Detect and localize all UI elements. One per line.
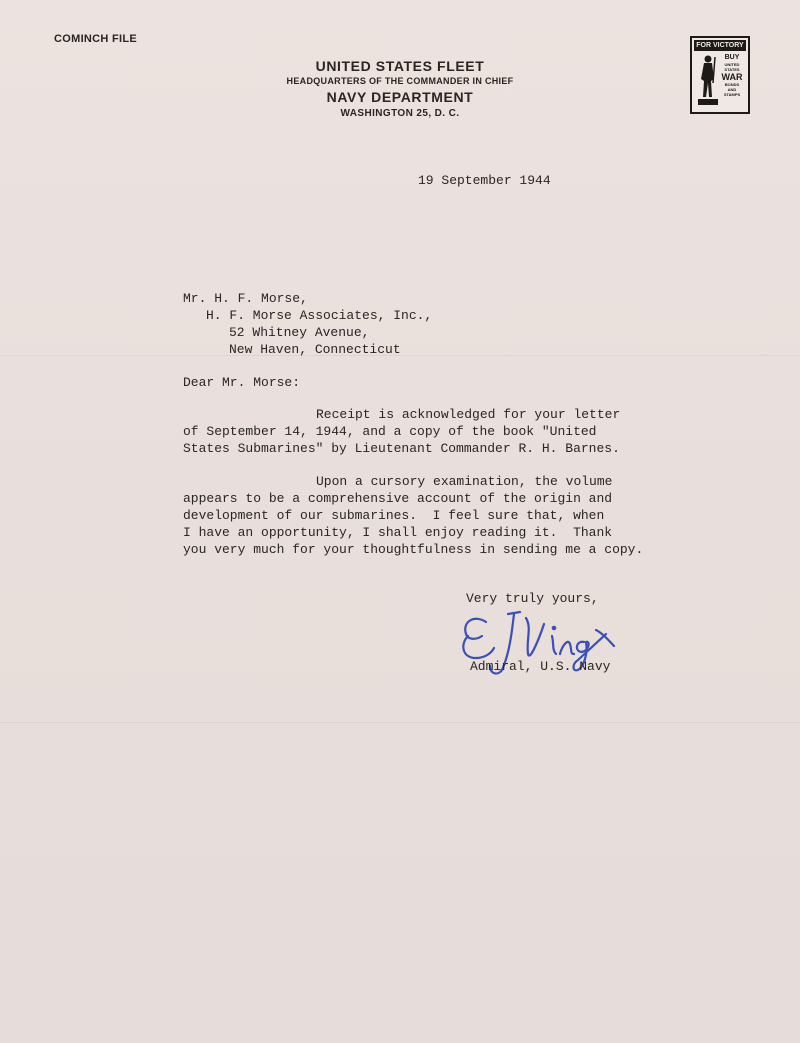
- file-label: COMINCH FILE: [54, 33, 138, 45]
- stamp-line: AND: [727, 87, 737, 92]
- war-bonds-stamp: [690, 36, 750, 114]
- letter-date: 19 September 1944: [418, 173, 551, 188]
- minuteman-icon: [695, 53, 721, 109]
- stamp-line: BONDS: [724, 82, 740, 87]
- closing: Very truly yours,: [466, 591, 599, 606]
- signature-title: Admiral, U.S. Navy: [470, 659, 611, 674]
- letterhead-hq: HEADQUARTERS OF THE COMMANDER IN CHIEF: [286, 76, 514, 86]
- address-line: H. F. Morse Associates, Inc.,: [206, 308, 433, 323]
- stamp-line: WAR: [721, 72, 743, 82]
- letterhead-org: UNITED STATES FLEET: [315, 58, 485, 74]
- body-line: of September 14, 1944, and a copy of the book "United: [183, 424, 597, 439]
- letterhead-dept: NAVY DEPARTMENT: [326, 89, 474, 105]
- body-line: I have an opportunity, I shall enjoy reading it. Thank: [183, 525, 613, 540]
- body-line: appears to be a comprehensive account of the origin and: [183, 491, 613, 506]
- stamp-line: STAMPS: [723, 92, 741, 97]
- letterhead-city: WASHINGTON 25, D. C.: [340, 108, 460, 119]
- body-line: Receipt is acknowledged for your letter: [316, 407, 621, 422]
- address-line: 52 Whitney Avenue,: [229, 325, 370, 340]
- address-line: Mr. H. F. Morse,: [183, 291, 308, 306]
- stamp-line: STATES: [724, 67, 740, 72]
- stamp-line: BUY: [724, 54, 740, 61]
- body-line: States Submarines" by Lieutenant Commander R. H. Barnes.: [183, 441, 620, 456]
- stamp-line: UNITED: [724, 62, 740, 67]
- body-line: Upon a cursory examination, the volume: [316, 474, 613, 489]
- stamp-top-text: FOR VICTORY: [694, 40, 746, 51]
- stamp-text: [719, 54, 745, 97]
- address-line: New Haven, Connecticut: [229, 342, 401, 357]
- paper-fold-line: [0, 722, 800, 723]
- salutation: Dear Mr. Morse:: [183, 375, 301, 390]
- body-line: development of our submarines. I feel sure that, when: [183, 508, 605, 523]
- letterhead: [240, 58, 560, 121]
- body-line: you very much for your thoughtfulness in sending me a copy.: [183, 542, 644, 557]
